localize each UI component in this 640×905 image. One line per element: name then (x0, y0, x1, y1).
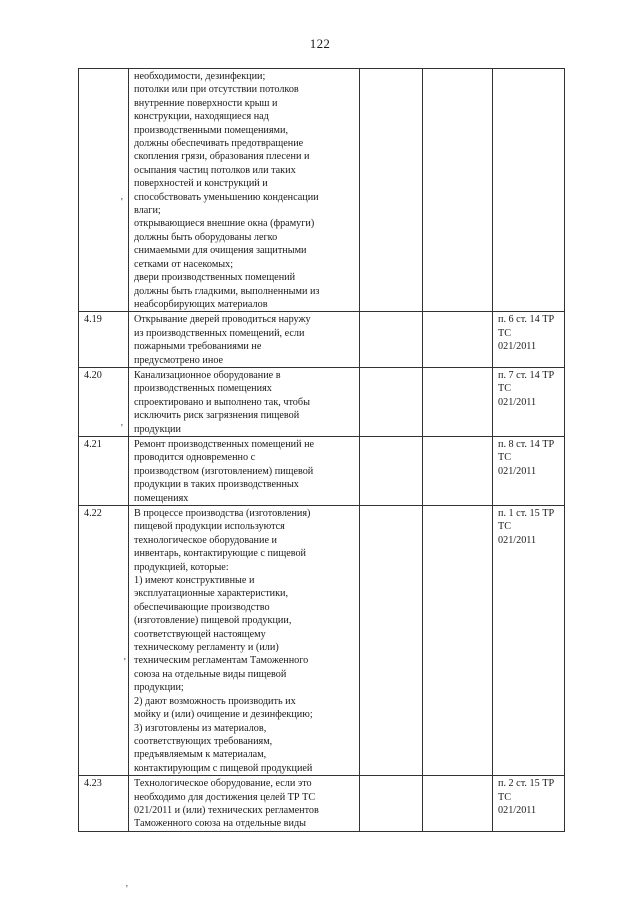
requirement-text-line: осыпания частиц потолков или таких (134, 164, 296, 176)
regulation-reference-line: 021/2011 (498, 804, 537, 816)
empty-cell-a (360, 506, 423, 776)
requirement-text-line: неабсорбирующих материалов (134, 298, 268, 310)
table-row (79, 312, 565, 368)
requirement-text-line: необходимости, дезинфекции; (134, 71, 266, 82)
requirement-text-line: 2) дают возможность производить их (134, 695, 296, 707)
empty-cell-a (360, 312, 423, 368)
requirement-text-line: союза на отдельные виды пищевой (134, 668, 287, 680)
requirement-text-line: Таможенного союза на отдельные виды (134, 818, 306, 830)
requirements-table (78, 68, 565, 832)
requirement-text-line: продукции; (134, 682, 184, 694)
requirement-text (129, 69, 360, 312)
item-number: 4.23 (79, 776, 129, 832)
item-number (79, 69, 129, 312)
empty-cell-b (423, 69, 493, 312)
requirement-text-line: должны обеспечивать предотвращение (134, 138, 304, 150)
requirement-text-line: контактирующим с пищевой продукцией (134, 762, 313, 774)
requirement-text-line: должны быть оборудованы легко (134, 231, 278, 243)
requirement-text-line: производственными помещениями, (134, 124, 289, 136)
empty-cell-a (360, 367, 423, 436)
margin-mark: ' (121, 197, 123, 208)
item-number: 4.22 (79, 506, 129, 776)
margin-mark: ' (121, 423, 123, 434)
requirement-text-line: пожарными требованиями не (134, 341, 262, 353)
requirement-text (129, 436, 360, 505)
table-row (79, 776, 565, 832)
requirement-text (129, 367, 360, 436)
regulation-reference-line: п. 6 ст. 14 ТР ТС (498, 314, 555, 339)
regulation-reference-line: п. 8 ст. 14 ТР ТС (498, 438, 555, 464)
empty-cell-b (423, 506, 493, 776)
requirement-text-line: техническому регламенту и (или) (134, 642, 279, 654)
requirement-text-line: скопления грязи, образования плесени и (134, 151, 310, 163)
page-number: 122 (309, 36, 331, 51)
margin-mark: ' (124, 657, 126, 668)
regulation-reference (493, 312, 565, 368)
requirement-text-line: открывающиеся внешние окна (фрамуги) (134, 218, 315, 230)
regulation-reference-line: 021/2011 (498, 341, 537, 353)
requirement-text-line: инвентарь, контактирующие с пищевой (134, 548, 307, 560)
requirement-text-line: должны быть гладкими, выполненными из (134, 285, 320, 297)
requirement-text (129, 312, 360, 368)
requirement-text-line: Ремонт производственных помещений не (134, 438, 315, 450)
margin-mark: ' (126, 884, 128, 895)
requirement-text-line: продукции в таких производственных (134, 479, 299, 491)
table-row (79, 436, 565, 505)
requirement-text-line: Открывание дверей проводиться наружу (134, 314, 311, 326)
empty-cell-b (423, 436, 493, 505)
requirement-text-line: соответствующих требованиям, (134, 735, 273, 747)
requirement-text-line: пищевой продукции используются (134, 521, 285, 533)
requirement-text-line: 3) изготовлены из материалов, (134, 722, 267, 734)
table-row (79, 506, 565, 776)
requirement-text-line: потолки или при отсутствии потолков (134, 84, 299, 96)
regulation-reference-line: 021/2011 (498, 534, 537, 546)
regulation-reference-line: 021/2011 (498, 465, 537, 477)
regulation-reference (493, 367, 565, 436)
empty-cell-a (360, 69, 423, 312)
empty-cell-a (360, 776, 423, 832)
requirement-text-line: помещениях (134, 492, 189, 504)
requirement-text-line: соответствующей настоящему (134, 628, 266, 640)
requirement-text-line: исключить риск загрязнения пищевой (134, 410, 300, 422)
item-number: 4.19 (79, 312, 129, 368)
requirement-text-line: предъявляемым к материалам, (134, 749, 267, 761)
requirement-text-line: проводится одновременно с (134, 452, 256, 464)
requirement-text-line: (изготовление) пищевой продукции, (134, 615, 292, 627)
table-row (79, 367, 565, 436)
requirement-text-line: поверхностей и конструкций и (134, 178, 268, 190)
requirement-text-line: способствовать уменьшению конденсации (134, 191, 319, 203)
requirement-text-line: продукцией, которые: (134, 561, 229, 573)
empty-cell-b (423, 312, 493, 368)
regulation-reference (493, 436, 565, 505)
regulation-reference-line: п. 1 ст. 15 ТР ТС (498, 508, 555, 533)
regulation-reference (493, 69, 565, 312)
item-number: 4.21 (79, 436, 129, 505)
requirement-text-line: из производственных помещений, если (134, 327, 305, 339)
requirement-text-line: необходимо для достижения целей ТР ТС (134, 791, 316, 803)
requirement-text-line: Технологическое оборудование, если это (134, 778, 312, 790)
requirement-text-line: 021/2011 и (или) технических регламентов (134, 804, 319, 816)
table-row (79, 69, 565, 312)
requirement-text-line: обеспечивающие производство (134, 601, 270, 613)
empty-cell-b (423, 367, 493, 436)
empty-cell-a (360, 436, 423, 505)
requirement-text-line: конструкции, находящиеся над (134, 111, 269, 123)
requirement-text-line: сетками от насекомых; (134, 258, 234, 270)
regulation-reference-line: п. 2 ст. 15 ТР ТС (498, 778, 555, 803)
requirement-text-line: 1) имеют конструктивные и (134, 575, 255, 587)
requirement-text-line: внутренние поверхности крыш и (134, 97, 278, 109)
requirement-text-line: эксплуатационные характеристики, (134, 588, 289, 600)
requirement-text-line: спроектировано и выполнено так, чтобы (134, 396, 310, 408)
requirement-text-line: техническим регламентам Таможенного (134, 655, 309, 667)
requirement-text-line: продукции (134, 423, 181, 435)
requirement-text (129, 776, 360, 832)
requirement-text-line: двери производственных помещений (134, 272, 296, 284)
regulation-reference (493, 776, 565, 832)
regulation-reference (493, 506, 565, 776)
empty-cell-b (423, 776, 493, 832)
requirement-text-line: В процессе производства (изготовления) (134, 508, 311, 519)
requirement-text-line: мойку и (или) очищение и дезинфекцию; (134, 709, 313, 721)
requirement-text-line: производством (изготовлением) пищевой (134, 465, 314, 477)
regulation-reference-line: п. 7 ст. 14 ТР ТС (498, 369, 555, 395)
requirement-text-line: Канализационное оборудование в (134, 369, 281, 381)
requirements-table-body (79, 69, 565, 832)
requirement-text-line: влаги; (134, 205, 161, 217)
requirement-text-line: производственных помещениях (134, 383, 272, 395)
item-number: 4.20 (79, 367, 129, 436)
requirement-text-line: технологическое оборудование и (134, 534, 277, 546)
requirement-text-line: предусмотрено иное (134, 354, 224, 366)
requirement-text-line: снимаемыми для очищения защитными (134, 245, 307, 257)
regulation-reference-line: 021/2011 (498, 396, 537, 408)
requirement-text (129, 506, 360, 776)
